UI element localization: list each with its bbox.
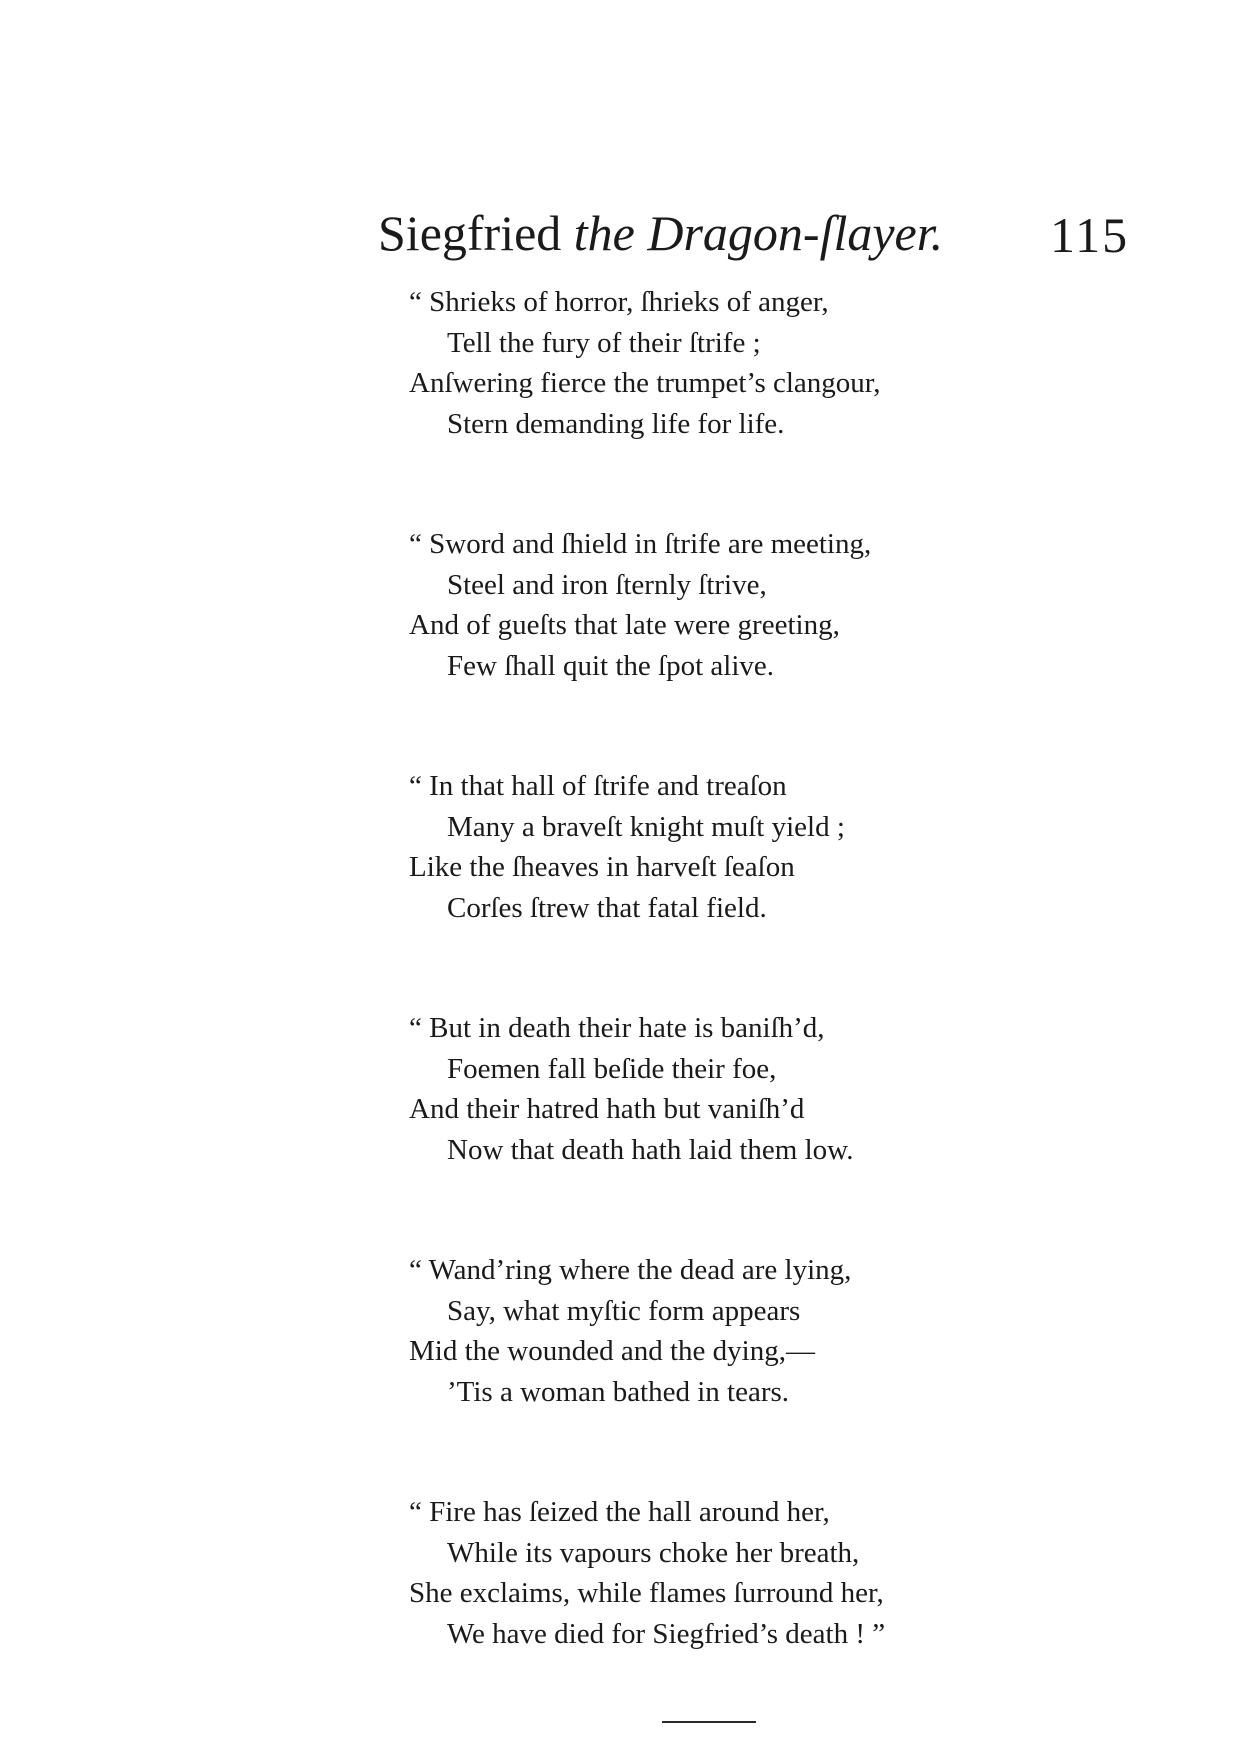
verse-line: ’Tis a woman bathed in tears. [447,1375,790,1408]
stanza [410,766,970,928]
verse-line: Say, what myſtic form appears [447,1294,801,1327]
verse-line: And their hatred hath but vaniſh’d [409,1093,805,1125]
verse-line: “ Sword and ſhield in ſtrife are meeting, [409,528,872,560]
verse-line: “ Shrieks of horror, ſhrieks of anger, [409,286,829,318]
verse-line: Steel and iron ſternly ſtrive, [447,568,767,601]
verse-line: Tell the fury of their ſtrife ; [447,326,761,359]
verse-line: Anſwering fierce the trumpet’s clangour, [409,367,881,399]
verse-line: “ Wand’ring where the dead are lying, [409,1254,852,1286]
running-head-subtitle: the Dragon-ſlayer. [573,205,944,261]
verse-line: “ In that hall of ſtrife and treaſon [409,770,787,802]
running-head-title: Siegfried [378,205,562,261]
verse-line: “ Fire has ſeized the hall around her, [409,1496,830,1528]
verse-line: “ But in death their hate is baniſh’d, [409,1012,825,1044]
poem [410,282,970,1734]
stanza [410,1008,970,1170]
verse-line: She exclaims, while flames ſurround her, [409,1577,884,1609]
running-head [378,203,1138,263]
verse-line: Corſes ſtrew that fatal field. [447,891,767,924]
verse-line: Mid the wounded and the dying,— [409,1335,815,1367]
stanza [410,282,970,444]
verse-line: Many a braveſt knight muſt yield ; [447,810,845,843]
stanza [410,1250,970,1412]
page-number: 115 [1050,207,1130,263]
footer-rule [662,1721,756,1723]
verse-line: While its vapours choke her breath, [447,1536,860,1569]
verse-line: Foemen fall beſide their foe, [447,1052,777,1085]
verse-line: Now that death hath laid them low. [447,1133,854,1166]
stanza [410,524,970,686]
verse-line: We have died for Siegfried’s death ! ” [447,1617,886,1650]
verse-line: Like the ſheaves in harveſt ſeaſon [409,851,795,883]
verse-line: Few ſhall quit the ſpot alive. [447,649,775,682]
verse-line: Stern demanding life for life. [447,407,785,440]
stanza [410,1492,970,1654]
verse-line: And of gueſts that late were greeting, [409,609,840,641]
